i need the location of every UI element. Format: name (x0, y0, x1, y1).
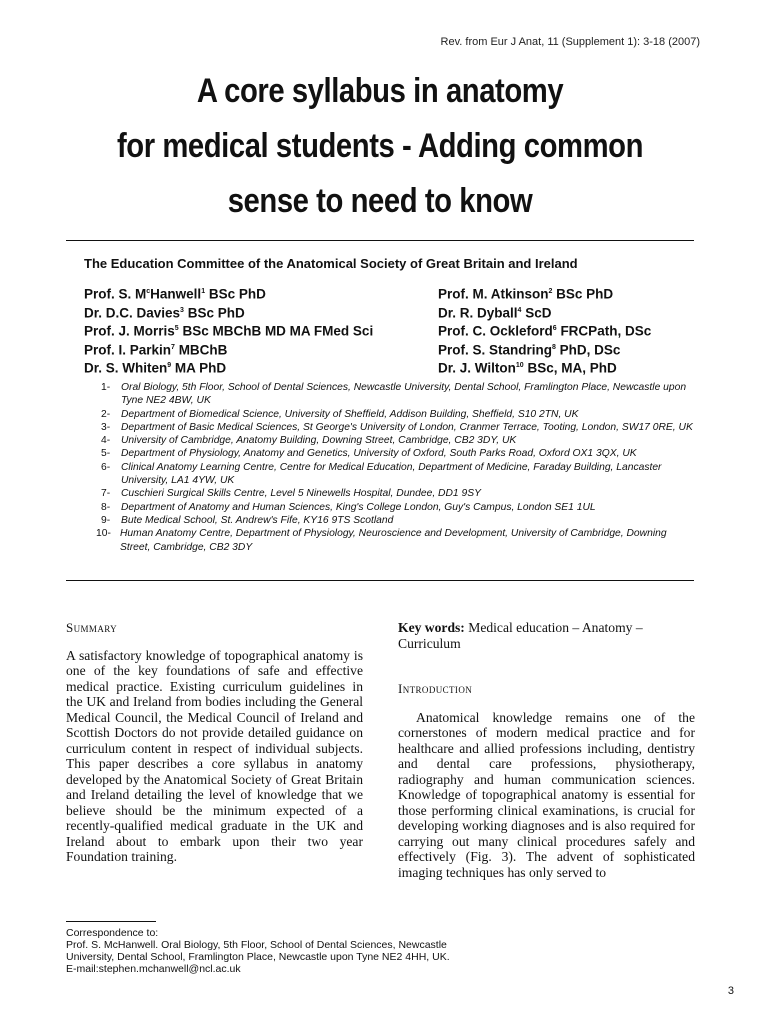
author: Dr. J. Wilton$^{10}$ BSc, MA, PhD (438, 360, 617, 376)
title-line-1: A core syllabus in anatomy (196, 72, 564, 110)
correspondence-note (66, 927, 450, 975)
author: Prof. S. Standring$^8$ PhD, DSc (438, 342, 621, 357)
affiliation: 10- Human Anatomy Centre, Department of Physiology, Neuroscience and Development, University of Cambridge, Downing Street, Cambridge, CB2 3DY (96, 528, 667, 553)
author: Dr. S. Whiten$^9$ MA PhD (84, 360, 227, 376)
author: Prof. S. $M^cHanwell^1$ BSc PhD (84, 286, 266, 302)
author: Prof. J. Morris$^5$ BSc MBChB MD MA FMed Sci (84, 323, 374, 339)
summary-text: A satisfactory knowledge of topographical anatomy is one of the key foundations of safe and effective medical practice. Existing curriculum guidelines in the UK and Ireland from bodies including the General Medical Council, the Medical Council of Ireland and Scottish Doctors do not provide detailed guidance on curriculum content in respect of individual subjects. This paper describes a core syllabus in anatomy developed by the Anatomical Society of Great Britain and Ireland detailing the level of knowledge that we believe should be the minimum expected of a recently-qualified medical graduate in the UK and Ireland about to embark upon their two year Foundation training. (66, 647, 363, 864)
affiliations-list (96, 381, 695, 554)
right-column (398, 620, 695, 880)
affiliation: 3- Department of Basic Medical Sciences, St George's University of London, Cranmer Terrace, Tooting, London, SW17 0RE, UK (101, 421, 693, 433)
affiliation: 1- Oral Biology, 5th Floor, School of Dental Sciences, Newcastle University, Dental School, Framlington Place, Newcastle upon Tyne NE2 4BW, UK (101, 382, 687, 407)
bottom-divider (66, 580, 694, 581)
correspondence-label: Correspondence to: (66, 927, 159, 939)
introduction-heading: Introduction (398, 681, 473, 696)
affiliation: 6- Clinical Anatomy Learning Centre, Centre for Medical Education, Department of Medicine, Faraday Building, Lancaster University, LA1 4YW, UK (101, 461, 662, 487)
affiliation: 8- Department of Anatomy and Human Sciences, King's College London, Guy's Campus, London SE1 1UL (101, 501, 596, 513)
top-divider (66, 240, 694, 241)
affiliation: 4- University of Cambridge, Anatomy Building, Downing Street, Cambridge, CB2 3DY, UK (101, 435, 517, 447)
author: Dr. R. Dyball$^4$ ScD (438, 305, 552, 320)
authors-right-column (438, 284, 651, 377)
author: Prof. M. Atkinson$^2$ BSc PhD (438, 286, 614, 302)
author: Dr. D.C. Davies$^3$ BSc PhD (84, 305, 245, 320)
correspondence-email: E-mail:stephen.mchanwell@ncl.ac.uk (66, 963, 241, 975)
author: Prof. I. Parkin$^7$ MBChB (84, 342, 228, 357)
author: Prof. C. Ockleford$^6$ FRCPath, DSc (438, 323, 652, 339)
correspondence-address: University, Dental School, Framlington Place, Newcastle upon Tyne NE2 4HH, UK. (66, 951, 450, 963)
authors-left-column (84, 284, 373, 377)
affiliation: 7- Cuschieri Surgical Skills Centre, Level 5 Ninewells Hospital, Dundee, DD1 9SY (101, 488, 481, 500)
summary-section (66, 620, 363, 865)
introduction-text: Anatomical knowledge remains one of the cornerstones of modern medical practice and for healthcare and allied professions including, dentistry and dental care professions, physiotherapy, radiography and human communication sciences. Knowledge of topographical anatomy is essential for those performing clinical examinations, is crucial for developing working diagnoses and is also required for carrying out many clinical procedures safely and effectively (Fig. 3). The advent of sophisticated imaging techniques has only served to (398, 709, 695, 880)
affiliation: 2- Department of Biomedical Science, University of Sheffield, Addison Building, Sheffield, S10 2TN, UK (101, 408, 579, 420)
correspondence-address: Prof. S. McHanwell. Oral Biology, 5th Floor, School of Dental Sciences, Newcastle (66, 939, 447, 951)
page-number: 3 (727, 985, 734, 997)
journal-reference: Rev. from Eur J Anat, 11 (Supplement 1): 3-18 (2007) (440, 36, 700, 48)
article-title (105, 64, 655, 229)
footnote-divider (66, 921, 156, 922)
committee-heading: The Education Committee of the Anatomical Society of Great Britain and Ireland (84, 256, 578, 271)
summary-heading: Summary (66, 620, 118, 635)
title-line-3: sense to need to know (227, 182, 533, 220)
affiliation: 9- Bute Medical School, St. Andrew's Fife, KY16 9TS Scotland (101, 514, 394, 526)
title-line-2: for medical students - Adding common (116, 127, 644, 165)
keywords: Key words: Medical education – Anatomy – Curriculum (398, 620, 643, 651)
affiliation: 5- Department of Physiology, Anatomy and Genetics, University of Oxford, South Parks Road, Oxford OX1 3QX, UK (101, 448, 637, 460)
